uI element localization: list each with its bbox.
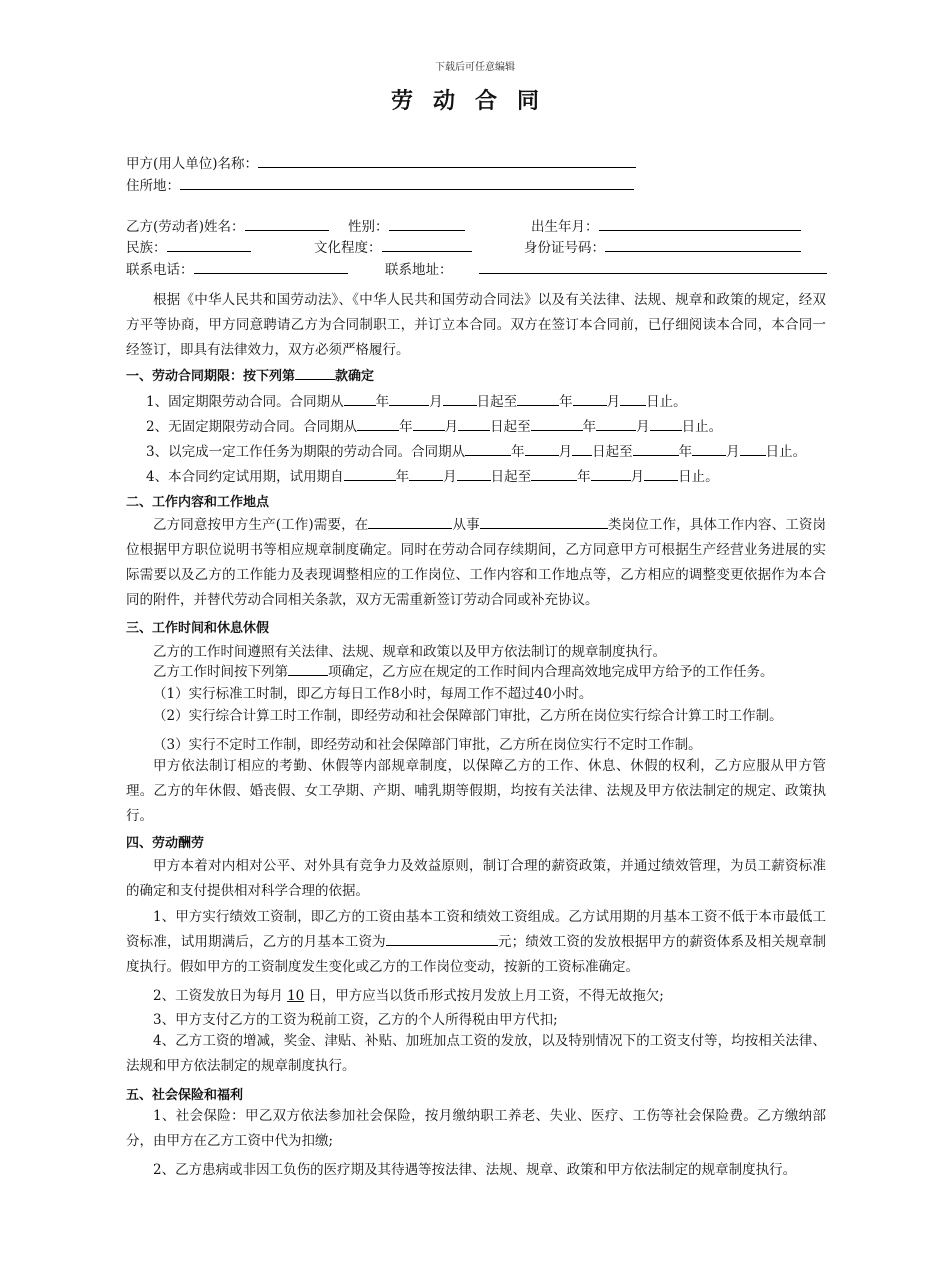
section5-paragraph1: 1、社会保险：甲乙双方依法参加社会保险，按月缴纳职工养老、失业、医疗、工伤等社会保险费。乙方缴纳部分，由甲方在乙方工资中代为扣缴; [126, 1108, 826, 1149]
date-blank[interactable] [740, 441, 766, 456]
party-b-education-row [314, 236, 472, 256]
document-title: 劳动合同 [390, 89, 559, 114]
section5-heading: 五、社会保险和福利 [126, 1088, 244, 1103]
party-b-birth-field[interactable] [599, 216, 801, 231]
party-b-contact-address-row [385, 258, 827, 278]
section3-item2: （2）实行综合计算工时工作制，即经劳动和社会保障部门审批，乙方所在岗位实行综合计算工时工作制。 [153, 708, 783, 724]
party-a-address-row [126, 174, 634, 194]
date-blank[interactable] [633, 441, 679, 456]
intro-paragraph: 根据《中华人民共和国劳动法》、《中华人民共和国劳动合同法》以及有关法律、法规、规章和政策的规定，经双方平等协商，甲方同意聘请乙方为合同制职工，并订立本合同。双方在签订本合同前，已仔细阅读本合同，本合同一经签订，即具有法律效力，双方必须严格履行。 [126, 292, 826, 358]
date-blank[interactable] [413, 416, 445, 431]
section3-line2: 乙方工作时间按下列第 项确定，乙方应在规定的工作时间内合理高效地完成甲方给予的工作任务。 [153, 660, 774, 680]
section4-paragraph2: 1、甲方实行绩效工资制，即乙方的工资由基本工资和绩效工资组成。乙方试用期的月基本工资不低于本市最低工资标准，试用期满后，乙方的月基本工资为 元；绩效工资的发放根据甲方的薪资体系及相关规章制度执行。假如甲方的工资制度发生变化或乙方的工作岗位变动，按新的工资标准确定。 [126, 909, 827, 975]
party-b-birth-row [531, 215, 801, 235]
section1-heading: 一、劳动合同期限：按下列第 款确定 [126, 365, 374, 384]
date-blank[interactable] [517, 391, 559, 406]
party-b-gender-label: 性别： [348, 219, 389, 235]
date-blank[interactable] [572, 441, 592, 456]
party-b-name-label: 乙方(劳动者)姓名： [126, 219, 245, 235]
section1-item3: 3、以完成一定工作任务为期限的劳动合同。合同期从 年 月 日起至 年 月 日止。 [146, 440, 806, 460]
date-blank[interactable] [650, 416, 682, 431]
date-blank[interactable] [389, 391, 429, 406]
date-blank[interactable] [525, 441, 559, 456]
section2-heading: 二、工作内容和工作地点 [126, 495, 270, 510]
section3-item3: （3）实行不定时工作制，即经劳动和社会保障部门审批，乙方所在岗位实行不定时工作制。 [153, 737, 702, 753]
party-b-birth-label: 出生年月： [531, 219, 599, 235]
party-b-name-row [126, 215, 329, 235]
party-b-education-field[interactable] [382, 237, 472, 252]
date-blank[interactable] [573, 391, 607, 406]
date-blank[interactable] [344, 391, 376, 406]
job-category-blank[interactable] [480, 514, 608, 529]
party-b-id-row [524, 236, 801, 256]
date-blank[interactable] [357, 416, 399, 431]
party-a-address-field[interactable] [180, 175, 634, 190]
date-blank[interactable] [692, 441, 726, 456]
party-b-phone-row [126, 258, 348, 278]
party-b-contact-address-field[interactable] [479, 259, 827, 274]
date-blank[interactable] [596, 416, 636, 431]
party-b-id-field[interactable] [605, 237, 801, 252]
section3-item1: （1）实行标准工时制，即乙方每日工作8小时，每周工作不超过40小时。 [153, 686, 593, 702]
work-location-blank[interactable] [368, 514, 452, 529]
section1-item2: 2、无固定期限劳动合同。合同期从 年 月 日起至 年 月 日止。 [146, 415, 722, 435]
section4-paragraph4: 3、甲方支付乙方的工资为税前工资，乙方的个人所得税由甲方代扣; [153, 1012, 558, 1028]
party-a-address-label: 住所地： [126, 178, 180, 194]
party-b-name-field[interactable] [245, 216, 329, 231]
date-blank[interactable] [457, 466, 491, 481]
date-blank[interactable] [531, 416, 583, 431]
party-b-education-label: 文化程度： [314, 240, 382, 256]
party-b-ethnic-label: 民族： [126, 240, 167, 256]
work-hours-option-blank[interactable] [288, 661, 328, 676]
section2-paragraph: 乙方同意按甲方生产(工作)需要，在 从事 类岗位工作，具体工作内容、工资岗位根据甲方职位说明书等相应规章制度确定。同时在劳动合同存续期间，乙方同意甲方可根据生产经营业务进展的实际需要以及乙方的工作能力及表现调整相应的工作岗位、工作内容和工作地点等，乙方相应的调整变更依据作为本合同的附件，并替代劳动合同相关条款，双方无需重新签订劳动合同或补充协议。 [126, 513, 826, 613]
section3-line1: 乙方的工作时间遵照有关法律、法规、规章和政策以及甲方依法制订的规章制度执行。 [153, 644, 666, 660]
date-blank[interactable] [644, 466, 678, 481]
base-salary-blank[interactable] [386, 931, 498, 946]
party-b-phone-field[interactable] [194, 259, 348, 274]
party-b-ethnic-field[interactable] [167, 237, 251, 252]
date-blank[interactable] [591, 466, 631, 481]
date-blank[interactable] [443, 391, 477, 406]
date-blank[interactable] [620, 391, 646, 406]
date-blank[interactable] [531, 466, 577, 481]
date-blank[interactable] [344, 466, 396, 481]
section4-heading: 四、劳动酬劳 [126, 836, 205, 851]
section4-paragraph3: 2、工资发放日为每月 10 日，甲方应当以货币形式按月发放上月工资，不得无故拖欠; [153, 988, 664, 1004]
date-blank[interactable] [409, 466, 443, 481]
section1-item4: 4、本合同约定试用期，试用期自 年 月 日起至 年 月 日止。 [146, 465, 719, 485]
party-a-name-label: 甲方(用人单位)名称： [126, 156, 259, 172]
party-b-id-label: 身份证号码： [524, 240, 605, 256]
section1-item1: 1、固定期限劳动合同。合同期从 年 月 日起至 年 月 日止。 [146, 390, 687, 410]
header-note: 下载后可任意编辑 [435, 62, 515, 73]
party-b-gender-field[interactable] [389, 216, 465, 231]
section5-paragraph2: 2、乙方患病或非因工负伤的医疗期及其待遇等按法律、法规、规章、政策和甲方依法制定的规章制度执行。 [153, 1162, 797, 1178]
date-blank[interactable] [458, 416, 490, 431]
party-b-contact-address-label: 联系地址： [385, 262, 453, 278]
section3-heading: 三、工作时间和休息休假 [126, 621, 270, 636]
party-b-ethnic-row [126, 236, 251, 256]
date-blank[interactable] [465, 441, 511, 456]
pay-day-value[interactable]: 10 [287, 988, 305, 1004]
party-b-phone-label: 联系电话： [126, 262, 194, 278]
section1-clause-blank[interactable] [295, 365, 335, 380]
party-a-name-row [126, 152, 636, 172]
section4-paragraph1: 甲方本着对内相对公平、对外具有竞争力及效益原则，制订合理的薪资政策，并通过绩效管理，为员工薪资标准的确定和支付提供相对科学合理的依据。 [126, 858, 826, 899]
party-a-name-field[interactable] [258, 153, 636, 168]
section3-paragraph: 甲方依法制订相应的考勤、休假等内部规章制度，以保障乙方的工作、休息、休假的权利，乙方应服从甲方管理。乙方的年休假、婚丧假、女工孕期、产期、哺乳期等假期，均按有关法律、法规及甲方依法制定的规定、政策执行。 [126, 758, 826, 824]
party-b-gender-row [348, 215, 465, 235]
section4-paragraph5: 4、乙方工资的增减，奖金、津贴、补贴、加班加点工资的发放，以及特别情况下的工资支付等，均按相关法律、法规和甲方依法制定的规章制度执行。 [126, 1033, 826, 1074]
